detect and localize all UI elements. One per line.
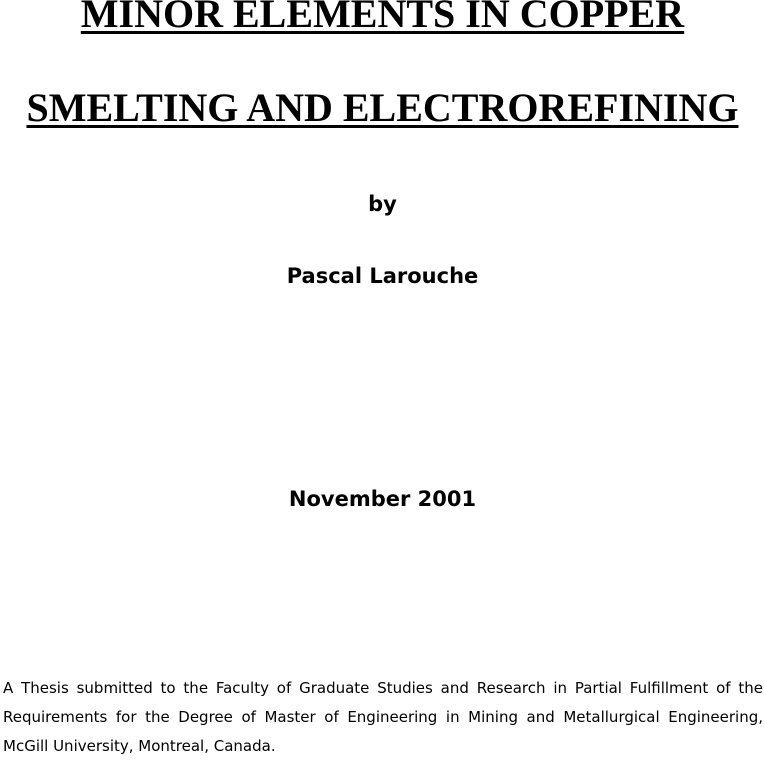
author-name: Pascal Larouche — [286, 264, 479, 288]
title-line-1-text: MINOR ELEMENTS IN COPPER — [80, 0, 685, 36]
by-label: by — [368, 192, 397, 216]
title-line-2 — [0, 86, 765, 130]
thesis-statement — [3, 674, 763, 761]
statement-line-3: McGill University, Montreal, Canada. — [3, 737, 276, 755]
submission-date: November 2001 — [288, 487, 477, 511]
statement-line-2: Requirements for the Degree of Master of Engineering in Mining and Metallurgical Engineering, — [3, 708, 763, 726]
title-line-2-text: SMELTING AND ELECTROREFINING — [26, 85, 739, 130]
title-line-1 — [0, 0, 765, 36]
statement-line-1: A Thesis submitted to the Faculty of Graduate Studies and Research in Partial Fulfillment of the — [3, 679, 763, 697]
